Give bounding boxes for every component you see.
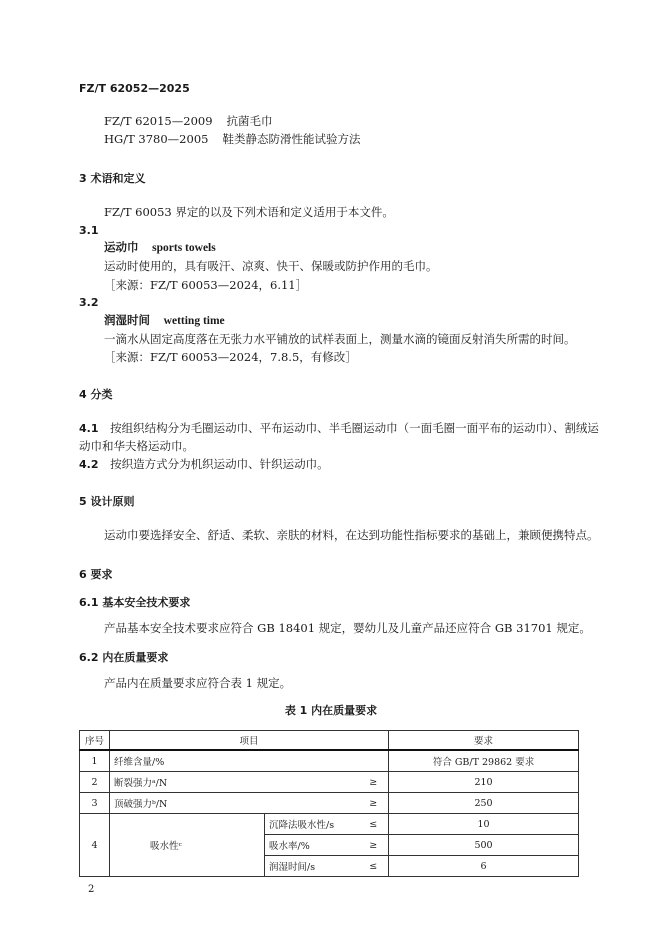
header-item: 项目	[110, 731, 389, 751]
table-row	[80, 814, 579, 835]
cell-item: 顶破强力ᵇ/N	[110, 793, 359, 814]
reference-title: 鞋类静态防滑性能试验方法	[222, 132, 361, 146]
page-number: 2	[88, 884, 95, 895]
cell-symbol: ≥	[359, 793, 389, 814]
cell-requirement: 符合 GB/T 29862 要求	[389, 750, 579, 772]
section-3-intro: FZ/T 60053 界定的以及下列术语和定义适用于本文件。	[104, 205, 394, 219]
table-row	[80, 750, 579, 772]
section-6-1-text: 产品基本安全技术要求应符合 GB 18401 规定，婴幼儿及儿童产品还应符合 GB 31701 规定。	[104, 621, 591, 635]
cell-symbol: ≥	[359, 835, 389, 856]
header-requirement: 要求	[389, 731, 579, 751]
reference-code: HG/T 3780—2005	[104, 132, 209, 146]
cell-requirement: 210	[389, 772, 579, 793]
cell-symbol: ≤	[359, 856, 389, 877]
section-5-text: 运动巾要选择安全、舒适、柔软、亲肤的材料，在达到功能性指标要求的基础上，兼顾便携特点。	[104, 528, 599, 542]
term-title	[104, 240, 216, 255]
table-caption: 表 1 内在质量要求	[284, 704, 378, 717]
term-source: ［来源：FZ/T 60053—2024，7.8.5，有修改］	[104, 350, 357, 364]
term-definition: 运动时使用的，具有吸汗、凉爽、快干、保暖或防护作用的毛巾。	[104, 259, 438, 273]
clause-number: 4.1	[79, 422, 99, 435]
clause-4-1-continued: 动巾和华夫格运动巾。	[79, 439, 194, 453]
cell-item: 吸水性ᶜ	[110, 814, 265, 877]
cell-subitem: 吸水率/%	[265, 835, 359, 856]
cell-no: 1	[80, 750, 110, 772]
clause-text: 按组织结构分为毛圈运动巾、平布运动巾、半毛圈运动巾（一面毛圈一面平布的运动巾）、割绒运	[110, 421, 599, 435]
quality-requirements-table	[79, 730, 579, 877]
section-5-heading: 5 设计原则	[79, 495, 135, 508]
section-3-heading: 3 术语和定义	[79, 172, 146, 185]
reference-code: FZ/T 62015—2009	[104, 114, 213, 128]
cell-symbol	[359, 750, 389, 772]
cell-item: 断裂强力ᵃ/N	[110, 772, 359, 793]
section-6-2-heading: 6.2 内在质量要求	[79, 651, 169, 664]
section-4-heading: 4 分类	[79, 388, 113, 401]
standard-number: FZ/T 62052—2025	[79, 82, 190, 95]
term-zh: 运动巾	[104, 240, 139, 254]
section-6-1-heading: 6.1 基本安全技术要求	[79, 596, 191, 609]
cell-no: 4	[80, 814, 110, 877]
cell-requirement: 500	[389, 835, 579, 856]
cell-no: 3	[80, 793, 110, 814]
term-definition: 一滴水从固定高度落在无张力水平铺放的试样表面上，测量水滴的镜面反射消失所需的时间。	[104, 332, 576, 346]
cell-requirement: 6	[389, 856, 579, 877]
cell-symbol: ≤	[359, 814, 389, 835]
section-6-heading: 6 要求	[79, 568, 113, 581]
header-no: 序号	[80, 731, 110, 751]
reference-title: 抗菌毛巾	[226, 114, 273, 128]
cell-subitem: 沉降法吸水性/s	[265, 814, 359, 835]
term-source: ［来源：FZ/T 60053—2024，6.11］	[104, 278, 308, 292]
term-number: 3.2	[79, 296, 99, 309]
cell-no: 2	[80, 772, 110, 793]
cell-item: 纤维含量/%	[110, 750, 359, 772]
clause-number: 4.2	[79, 458, 99, 471]
cell-symbol: ≥	[359, 772, 389, 793]
cell-requirement: 10	[389, 814, 579, 835]
table-row	[80, 772, 579, 793]
cell-requirement: 250	[389, 793, 579, 814]
term-zh: 润湿时间	[104, 313, 150, 327]
section-6-2-text: 产品内在质量要求应符合表 1 规定。	[104, 676, 292, 690]
cell-subitem: 润湿时间/s	[265, 856, 359, 877]
reference-1	[104, 114, 273, 128]
term-en: sports towels	[152, 242, 216, 254]
table-header-row	[80, 731, 579, 751]
term-title	[104, 313, 225, 328]
clause-4-1	[79, 421, 599, 436]
term-number: 3.1	[79, 224, 99, 237]
reference-2	[104, 132, 360, 146]
clause-text: 按织造方式分为机织运动巾、针织运动巾。	[110, 457, 329, 471]
table-row	[80, 793, 579, 814]
clause-4-2	[79, 457, 329, 472]
term-en: wetting time	[163, 315, 225, 327]
